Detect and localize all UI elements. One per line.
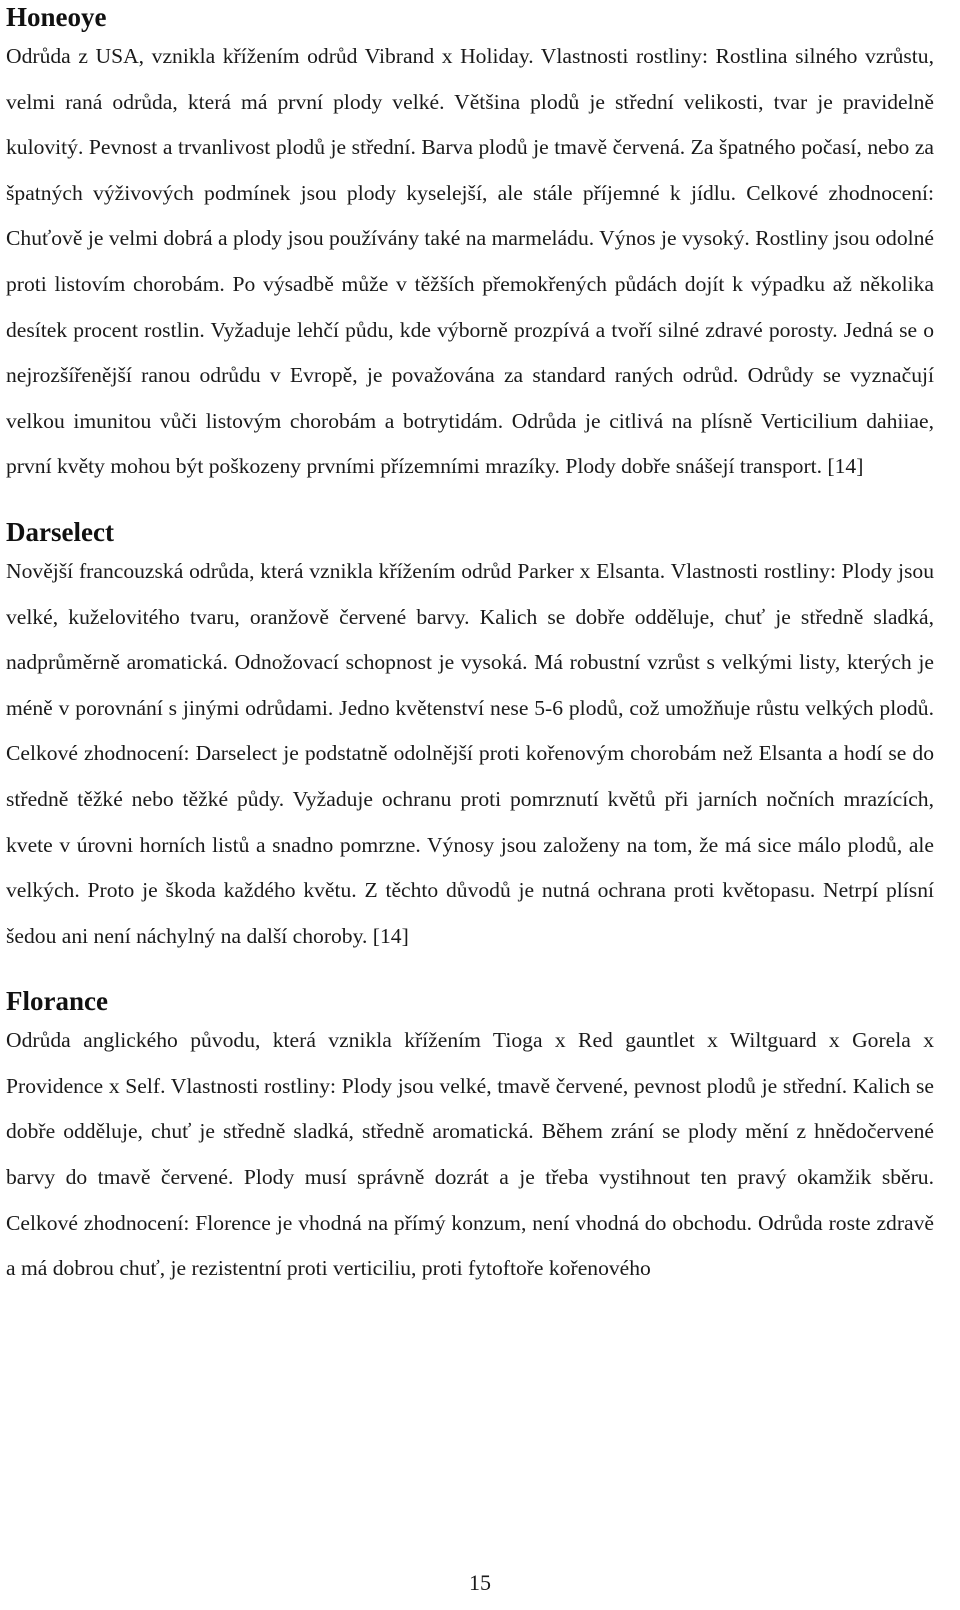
- section-text-honeoye: Odrůda z USA, vznikla křížením odrůd Vibrand x Holiday. Vlastnosti rostliny: Rostlina silného vzrůstu, velmi raná odrůda, která má první plody velké. Většina plodů je střední velikosti, tvar je pravidelně kulovitý. Pevnost a trvanlivost plodů je střední. Barva plodů je tmavě červená. Za špatného počasí, nebo za špatných výživových podmínek jsou plody kyselejší, ale stále příjemné k jídlu. Celkové zhodnocení: Chuťově je velmi dobrá a plody jsou používány také na marmeládu. Výnos je vysoký. Rostliny jsou odolné proti listovím chorobám. Po výsadbě může v těžších přemokřených půdách dojít k výpadku až několika desítek procent rostlin. Vyžaduje lehčí půdu, kde výborně prozpívá a tvoří silné zdravé porosty. Jedná se o nejrozšířenější ranou odrůdu v Evropě, je považována za standard raných odrůd. Odrůdy se vyznačují velkou imunitou vůči listovým chorobám a botrytidám. Odrůda je citlivá na plísně Verticilium dahiiae, první květy mohou být poškozeny prvními přízemními mrazíky. Plody dobře snášejí transport. [14]: [6, 44, 934, 479]
- page-number: 15: [469, 1570, 491, 1595]
- section-heading-florance: Florance: [6, 986, 108, 1017]
- section-text-florance: Odrůda anglického původu, která vznikla křížením Tioga x Red gauntlet x Wiltguard x Gorela x Providence x Self. Vlastnosti rostliny: Plody jsou velké, tmavě červené, pevnost plodů je střední. Kalich se dobře odděluje, chuť je středně sladká, středně aromatická. Během zrání se plody mění z hnědočervené barvy do tmavě červené. Plody musí správně dozrát a je třeba vystihnout ten pravý okamžik sběru. Celkové zhodnocení: Florence je vhodná na přímý konzum, není vhodná do obchodu. Odrůda roste zdravě a má dobrou chuť, je rezistentní proti verticiliu, proti fytoftoře kořenového: [6, 1028, 934, 1281]
- section-text-darselect: Novější francouzská odrůda, která vznikla křížením odrůd Parker x Elsanta. Vlastnosti rostliny: Plody jsou velké, kuželovitého tvaru, oranžově červené barvy. Kalich se dobře odděluje, chuť je středně sladká, nadprůměrně aromatická. Odnožovací schopnost je vysoká. Má robustní vzrůst s velkými listy, kterých je méně v porovnání s jinými odrůdami. Jedno květenství nese 5-6 plodů, což umožňuje růstu velkých plodů. Celkové zhodnocení: Darselect je podstatně odolnější proti kořenovým chorobám než Elsanta a hodí se do středně těžké nebo těžké půdy. Vyžaduje ochranu proti pomrznutí květů při jarních nočních mrazících, kvete v úrovni horních listů a snadno pomrzne. Výnosy jsou založeny na tom, že má sice málo plodů, ale velkých. Proto je škoda každého květu. Z těchto důvodů je nutná ochrana proti květopasu. Netrpí plísní šedou ani není náchylný na další choroby. [14]: [6, 558, 934, 948]
- section-heading-darselect: Darselect: [6, 516, 114, 547]
- section-heading-honeoye: Honeoye: [6, 2, 107, 32]
